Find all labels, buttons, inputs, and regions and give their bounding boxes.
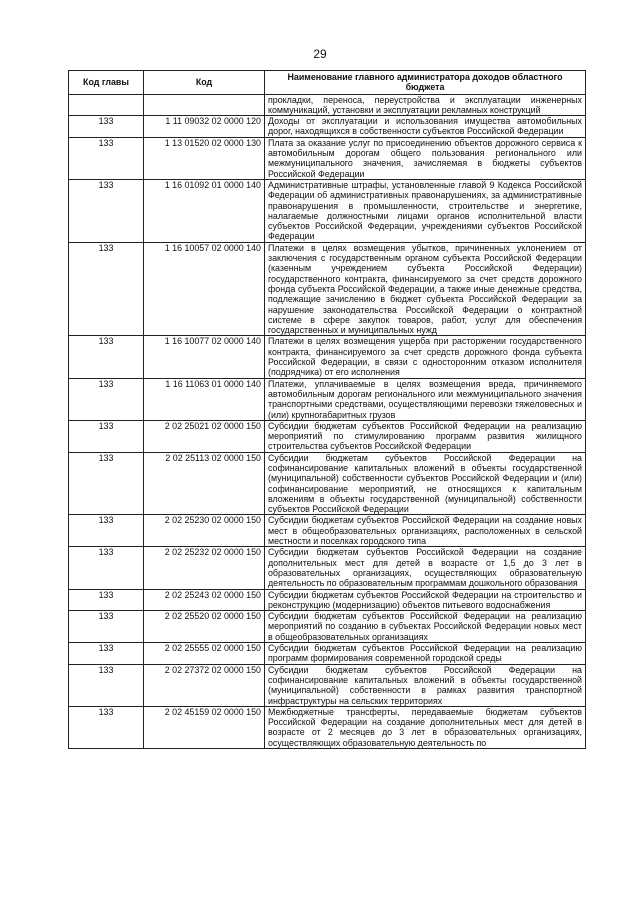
- revenue-name-cell: Субсидии бюджетам субъектов Российской Федерации на софинансирование капитальных вложений в объекты государственной (муниципальной) собственности в рамках развития транспортной инфраструктуры на сельских территориях: [265, 664, 586, 706]
- table-row: [69, 515, 586, 547]
- table-row: [69, 378, 586, 420]
- revenue-code-cell: [144, 94, 265, 116]
- table-row: [69, 94, 586, 116]
- table-row: [69, 116, 586, 138]
- table-header-row: [69, 71, 586, 95]
- revenue-code-cell: 1 16 10057 02 0000 140: [144, 242, 265, 336]
- revenue-code-cell: 2 02 25230 02 0000 150: [144, 515, 265, 547]
- header-code: Код: [144, 71, 265, 95]
- revenue-code-cell: 1 13 01520 02 0000 130: [144, 137, 265, 179]
- chapter-code-cell: 133: [69, 611, 144, 643]
- chapter-code-cell: 133: [69, 452, 144, 515]
- chapter-code-cell: 133: [69, 242, 144, 336]
- page-number: 29: [313, 47, 327, 61]
- chapter-code-cell: 133: [69, 547, 144, 589]
- header-administrator-name: Наименование главного администратора доходов областного бюджета: [265, 71, 586, 95]
- revenue-name-cell: Субсидии бюджетам субъектов Российской Федерации на создание новых мест в общеобразовательных организациях, расположенных в сельской местности и поселках городского типа: [265, 515, 586, 547]
- revenue-name-cell: Субсидии бюджетам субъектов Российской Федерации на реализацию программ формирования современной городской среды: [265, 643, 586, 665]
- table-row: [69, 547, 586, 589]
- revenue-code-cell: 1 11 09032 02 0000 120: [144, 116, 265, 138]
- chapter-code-cell: 133: [69, 643, 144, 665]
- chapter-code-cell: 133: [69, 378, 144, 420]
- revenue-code-cell: 2 02 27372 02 0000 150: [144, 664, 265, 706]
- revenue-code-cell: 2 02 45159 02 0000 150: [144, 706, 265, 748]
- revenue-name-cell: Платежи, уплачиваемые в целях возмещения вреда, причиняемого автомобильным дорогам регионального или межмуниципального значения транспортными средствами, осуществляющими перевозки тяжеловесных и (или) крупногабаритных грузов: [265, 378, 586, 420]
- table-row: [69, 706, 586, 748]
- revenue-name-cell: Субсидии бюджетам субъектов Российской Федерации на софинансирование капитальных вложений в объекты государственной (муниципальной) собственности субъектов Российской Федерации и (или) софинансирование мероприятий, не относящихся к капитальным вложениям в объекты государственной (муниципальной) собственности субъектов Российской Федерации: [265, 452, 586, 515]
- revenue-code-cell: 2 02 25555 02 0000 150: [144, 643, 265, 665]
- revenue-code-cell: 2 02 25113 02 0000 150: [144, 452, 265, 515]
- table-row: [69, 336, 586, 378]
- revenue-code-cell: 2 02 25021 02 0000 150: [144, 420, 265, 452]
- chapter-code-cell: 133: [69, 589, 144, 611]
- revenue-name-cell: Субсидии бюджетам субъектов Российской Федерации на создание дополнительных мест для детей в возрасте от 1,5 до 3 лет в образовательных организациях, осуществляющих образовательную деятельность по образовательным программам дошкольного образования: [265, 547, 586, 589]
- revenue-name-cell: прокладки, переноса, переустройства и эксплуатации инженерных коммуникаций, установки и эксплуатации рекламных конструкций: [265, 94, 586, 116]
- chapter-code-cell: [69, 94, 144, 116]
- revenue-name-cell: Субсидии бюджетам субъектов Российской Федерации на реализацию мероприятий по созданию в субъектах Российской Федерации новых мест в общеобразовательных организациях: [265, 611, 586, 643]
- table-row: [69, 137, 586, 179]
- revenue-name-cell: Платежи в целях возмещения ущерба при расторжении государственного контракта, финансируемого за счет средств дорожного фонда субъекта Российской Федерации, в связи с односторонним отказом исполнителя (подрядчика) от его исполнения: [265, 336, 586, 378]
- table-row: [69, 179, 586, 242]
- table-row: [69, 643, 586, 665]
- revenue-code-cell: 2 02 25243 02 0000 150: [144, 589, 265, 611]
- revenue-name-cell: Платежи в целях возмещения убытков, причиненных уклонением от заключения с государственным органом субъекта Российской Федерации (казенным учреждением субъекта Российской Федерации) государственного контракта, финансируемого за счет средств дорожного фонда субъекта Российской Федерации, а также иные денежные средства, подлежащие зачислению в бюджет субъекта Российской Федерации за нарушение законодательства Российской Федерации о контрактной системе в сфере закупок товаров, работ, услуг для обеспечения государственных и муниципальных нужд: [265, 242, 586, 336]
- chapter-code-cell: 133: [69, 137, 144, 179]
- revenue-code-cell: 2 02 25520 02 0000 150: [144, 611, 265, 643]
- revenue-code-cell: 1 16 01092 01 0000 140: [144, 179, 265, 242]
- header-chapter-code: Код главы: [69, 71, 144, 95]
- revenue-name-cell: Административные штрафы, установленные главой 9 Кодекса Российской Федерации об административных правонарушениях, за административные правонарушения в промышленности, строительстве и энергетике, налагаемые должностными лицами органов исполнительной власти субъектов Российской Федерации, учреждениями субъектов Российской Федерации: [265, 179, 586, 242]
- revenue-code-cell: 1 16 11063 01 0000 140: [144, 378, 265, 420]
- chapter-code-cell: 133: [69, 706, 144, 748]
- table-row: [69, 420, 586, 452]
- revenue-name-cell: Субсидии бюджетам субъектов Российской Федерации на строительство и реконструкцию (модернизацию) объектов питьевого водоснабжения: [265, 589, 586, 611]
- table-row: [69, 664, 586, 706]
- table-row: [69, 242, 586, 336]
- revenue-name-cell: Плата за оказание услуг по присоединению объектов дорожного сервиса к автомобильным дорогам общего пользования регионального или межмуниципального значения, зачисляемая в бюджеты субъектов Российской Федерации: [265, 137, 586, 179]
- revenue-name-cell: Межбюджетные трансферты, передаваемые бюджетам субъектов Российской Федерации на создание дополнительных мест для детей в возрасте от 2 месяцев до 3 лет в образовательных организациях, осуществляющих образовательную деятельность по: [265, 706, 586, 748]
- revenue-code-cell: 2 02 25232 02 0000 150: [144, 547, 265, 589]
- chapter-code-cell: 133: [69, 664, 144, 706]
- chapter-code-cell: 133: [69, 179, 144, 242]
- chapter-code-cell: 133: [69, 336, 144, 378]
- revenue-name-cell: Субсидии бюджетам субъектов Российской Федерации на реализацию мероприятий по стимулированию программ развития жилищного строительства субъектов Российской Федерации: [265, 420, 586, 452]
- table-row: [69, 611, 586, 643]
- revenue-administrators-table: [68, 70, 586, 749]
- revenue-name-cell: Доходы от эксплуатации и использования имущества автомобильных дорог, находящихся в собственности субъектов Российской Федерации: [265, 116, 586, 138]
- table-row: [69, 452, 586, 515]
- revenue-code-cell: 1 16 10077 02 0000 140: [144, 336, 265, 378]
- chapter-code-cell: 133: [69, 420, 144, 452]
- chapter-code-cell: 133: [69, 515, 144, 547]
- chapter-code-cell: 133: [69, 116, 144, 138]
- table-row: [69, 589, 586, 611]
